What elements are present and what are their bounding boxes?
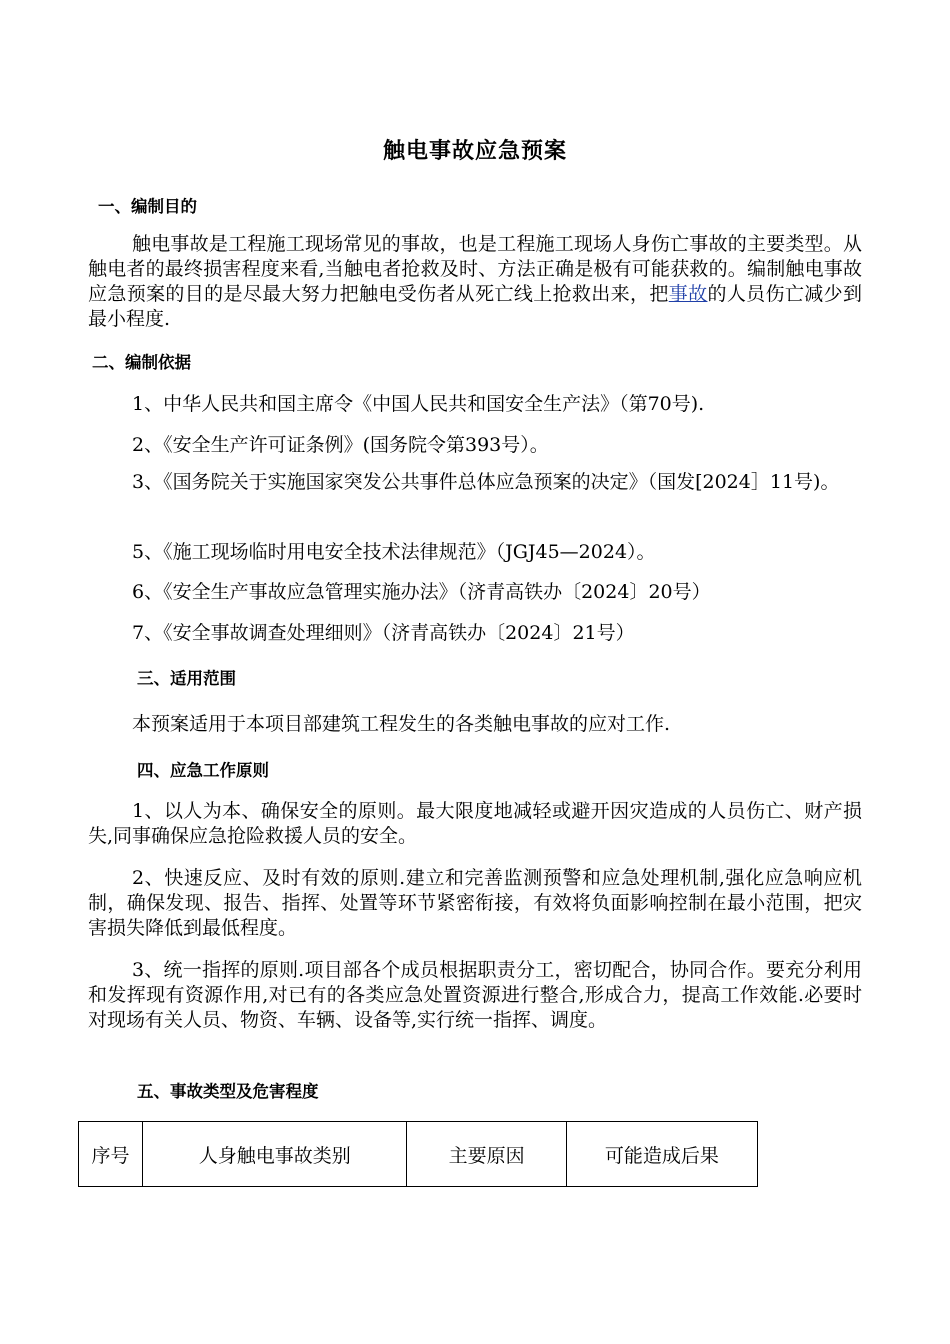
- accident-link[interactable]: 事故: [668, 283, 708, 305]
- basis-item-2: 2、《安全生产许可证条例》(国务院令第393号）。: [132, 434, 549, 456]
- purpose-text-end: 的人员伤亡减少到最小程度.: [88, 283, 862, 330]
- section-heading-principles: 四、应急工作原则: [137, 761, 269, 780]
- table-header-row: [79, 1122, 758, 1187]
- section-heading-accident-types: 五、事故类型及危害程度: [137, 1082, 319, 1101]
- table-header-cell: 主要原因: [407, 1122, 566, 1187]
- principle-item-1: 1、以人为本、确保安全的原则。最大限度地减轻或避开因灾造成的人员伤亡、财产损失,同事确保应急抢险救援人员的安全。: [88, 800, 862, 847]
- table-header-cell: 人身触电事故类别: [143, 1122, 407, 1187]
- table-header-cell: 可能造成后果: [566, 1122, 757, 1187]
- section-heading-purpose: 一、编制目的: [98, 197, 197, 216]
- purpose-paragraph: [88, 232, 862, 332]
- section-heading-basis: 二、编制依据: [92, 353, 191, 372]
- accident-type-table: [78, 1121, 758, 1187]
- principle-item-3: 3、统一指挥的原则.项目部各个成员根据职责分工，密切配合，协同合作。要充分利用和发挥现有资源作用,对已有的各类应急处置资源进行整合,形成合力，提高工作效能.必要时对现场有关人员、物资、车辆、设备等,实行统一指挥、调度。: [88, 959, 862, 1031]
- basis-item-6: 6、《安全生产事故应急管理实施办法》（济青高铁办〔2024〕20号）: [132, 581, 711, 603]
- scope-text: 本预案适用于本项目部建筑工程发生的各类触电事故的应对工作.: [132, 713, 671, 735]
- basis-item-1: 1、中华人民共和国主席令《中国人民共和国安全生产法》（第70号).: [132, 393, 705, 415]
- basis-item-3: 3、《国务院关于实施国家突发公共事件总体应急预案的决定》（国发[2024］11号)。: [132, 471, 840, 493]
- section-heading-scope: 三、适用范围: [137, 669, 236, 688]
- document-title: 触电事故应急预案: [382, 139, 567, 164]
- principle-item-2: 2、快速反应、及时有效的原则.建立和完善监测预警和应急处理机制,强化应急响应机制，确保发现、报告、指挥、处置等环节紧密衔接，有效将负面影响控制在最小范围，把灾害损失降低到最低程度。: [88, 867, 862, 939]
- basis-item-7: 7、《安全事故调查处理细则》（济青高铁办〔2024〕21号）: [132, 622, 635, 644]
- table-header-cell: 序号: [79, 1122, 143, 1187]
- basis-item-5: 5、《施工现场临时用电安全技术法律规范》（JGJ45—2024）。: [132, 541, 656, 563]
- purpose-text: 触电事故是工程施工现场常见的事故，也是工程施工现场人身伤亡事故的主要类型。从触电者的最终损害程度来看,当触电者抢救及时、方法正确是极有可能获救的。编制触电事故应急预案的目的是尽最大努力把触电受伤者从死亡线上抢救出来，把: [88, 233, 862, 305]
